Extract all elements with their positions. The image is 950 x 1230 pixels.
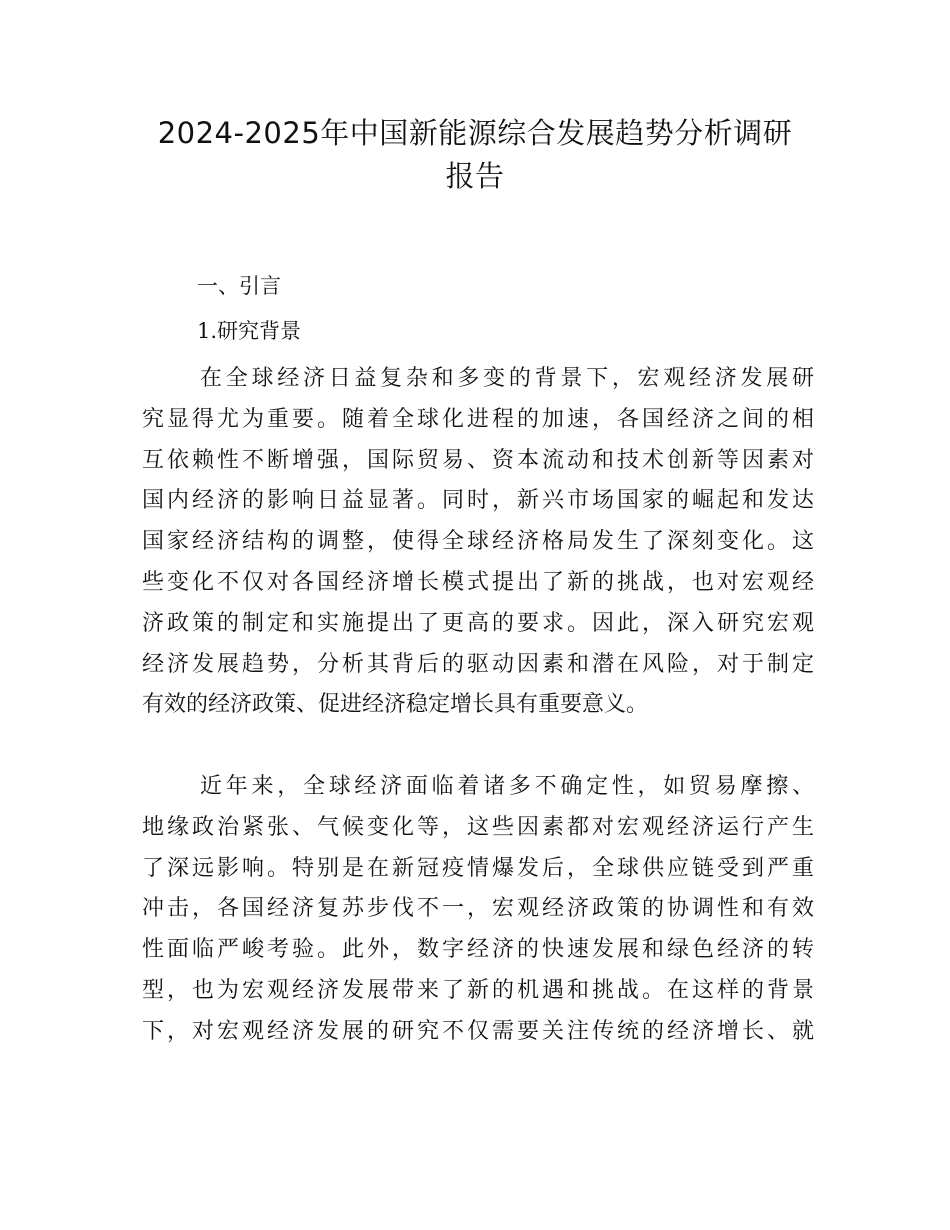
paragraph-line: 有效的经济政策、促进经济稳定增长具有重要意义。 [142,692,649,718]
paragraph-line: 些变化不仅对各国经济增长模式提出了新的挑战，也对宏观经 [142,569,814,595]
paragraph-line: 近年来，全球经济面临着诸多不确定性，如贸易摩擦、 [200,774,814,799]
paragraph-line: 冲击，各国经济复苏步伐不一，宏观经济政策的协调性和有效 [142,896,814,922]
paragraph-line: 国内经济的影响日益显著。同时，新兴市场国家的崛起和发达 [142,488,814,514]
title-line-1: 2024-2025年中国新能源综合发展趋势分析调研 [157,116,793,150]
section-heading: 一、引言 [197,274,281,298]
paragraph-line: 济政策的制定和实施提出了更高的要求。因此，深入研究宏观 [142,610,814,636]
paragraph-line: 下，对宏观经济发展的研究不仅需要关注传统的经济增长、就 [142,1018,814,1044]
paragraph-1 [142,359,814,726]
subsection-heading: 1.研究背景 [197,319,302,343]
paragraph-line: 型，也为宏观经济发展带来了新的机遇和挑战。在这样的背景 [142,977,814,1003]
paragraph-line: 地缘政治紧张、气候变化等，这些因素都对宏观经济运行产生 [142,814,814,840]
paragraph-line: 在全球经济日益复杂和多变的背景下，宏观经济发展研 [200,366,814,391]
paragraph-line: 经济发展趋势，分析其背后的驱动因素和潜在风险，对于制定 [142,651,814,677]
paragraph-line: 了深远影响。特别是在新冠疫情爆发后，全球供应链受到严重 [142,855,814,881]
paragraph-2 [142,767,814,1053]
paragraph-line: 国家经济结构的调整，使得全球经济格局发生了深刻变化。这 [142,529,814,555]
paragraph-line: 究显得尤为重要。随着全球化进程的加速，各国经济之间的相 [142,406,814,432]
paragraph-line: 互依赖性不断增强，国际贸易、资本流动和技术创新等因素对 [142,447,814,473]
document-title [100,112,850,198]
title-line-2: 报告 [445,159,505,193]
paragraph-line: 性面临严峻考验。此外，数字经济的快速发展和绿色经济的转 [142,937,814,963]
